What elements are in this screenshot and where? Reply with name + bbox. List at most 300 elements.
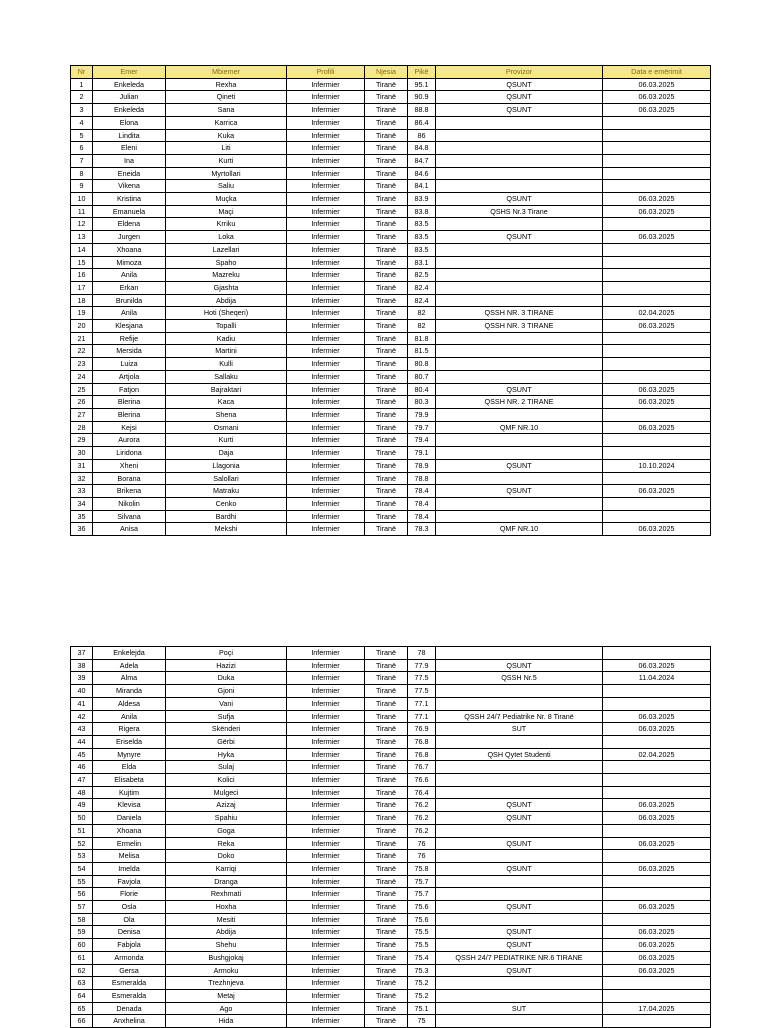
- cell-pike: 81.5: [408, 345, 436, 358]
- cell-nr: 7: [71, 154, 93, 167]
- table-row: [71, 167, 711, 180]
- table-row: [71, 761, 711, 774]
- cell-data-emerimit: 02.04.2025: [603, 748, 711, 761]
- cell-data-emerimit: [603, 697, 711, 710]
- cell-mbiemer: Hazizi: [166, 659, 287, 672]
- cell-emer: Nikolin: [93, 497, 166, 510]
- cell-provizor: QSUNT: [436, 812, 603, 825]
- cell-data-emerimit: 06.03.2025: [603, 862, 711, 875]
- cell-profili: Infermier: [287, 913, 365, 926]
- cell-emer: Anila: [93, 269, 166, 282]
- table-row: [71, 104, 711, 117]
- cell-nr: 37: [71, 647, 93, 660]
- cell-pike: 75.8: [408, 862, 436, 875]
- cell-njesia: Tiranë: [365, 1002, 408, 1015]
- cell-njesia: Tiranë: [365, 193, 408, 206]
- cell-emer: Silvana: [93, 510, 166, 523]
- table-row: [71, 510, 711, 523]
- cell-nr: 24: [71, 370, 93, 383]
- cell-provizor: QSUNT: [436, 939, 603, 952]
- cell-pike: 81.8: [408, 332, 436, 345]
- cell-profili: Infermier: [287, 281, 365, 294]
- table-row: [71, 269, 711, 282]
- cell-njesia: Tiranë: [365, 218, 408, 231]
- table-row: [71, 447, 711, 460]
- cell-mbiemer: Sufja: [166, 710, 287, 723]
- cell-mbiemer: Maçi: [166, 205, 287, 218]
- cell-emer: Luiza: [93, 358, 166, 371]
- cell-profili: Infermier: [287, 154, 365, 167]
- cell-emer: Erkan: [93, 281, 166, 294]
- cell-mbiemer: Osmani: [166, 421, 287, 434]
- cell-profili: Infermier: [287, 345, 365, 358]
- cell-provizor: SUT: [436, 1002, 603, 1015]
- cell-emer: Alma: [93, 672, 166, 685]
- cell-data-emerimit: 06.03.2025: [603, 812, 711, 825]
- cell-emer: Anila: [93, 710, 166, 723]
- cell-pike: 86: [408, 129, 436, 142]
- cell-mbiemer: Shena: [166, 408, 287, 421]
- table-row: [71, 78, 711, 91]
- cell-nr: 52: [71, 837, 93, 850]
- cell-pike: 76.8: [408, 735, 436, 748]
- cell-emer: Artjola: [93, 370, 166, 383]
- cell-provizor: [436, 142, 603, 155]
- cell-nr: 15: [71, 256, 93, 269]
- cell-profili: Infermier: [287, 875, 365, 888]
- cell-pike: 75.3: [408, 964, 436, 977]
- cell-profili: Infermier: [287, 294, 365, 307]
- cell-mbiemer: Dranga: [166, 875, 287, 888]
- cell-njesia: Tiranë: [365, 78, 408, 91]
- cell-provizor: [436, 332, 603, 345]
- table-row: [71, 485, 711, 498]
- cell-nr: 13: [71, 231, 93, 244]
- cell-provizor: QSUNT: [436, 964, 603, 977]
- cell-emer: Xhoana: [93, 824, 166, 837]
- cell-njesia: Tiranë: [365, 396, 408, 409]
- cell-pike: 76.2: [408, 812, 436, 825]
- cell-mbiemer: Topalli: [166, 320, 287, 333]
- cell-profili: Infermier: [287, 685, 365, 698]
- cell-data-emerimit: 06.03.2025: [603, 421, 711, 434]
- cell-emer: Julian: [93, 91, 166, 104]
- cell-data-emerimit: [603, 332, 711, 345]
- cell-nr: 42: [71, 710, 93, 723]
- table-row: [71, 116, 711, 129]
- cell-emer: Ermelin: [93, 837, 166, 850]
- cell-pike: 76.8: [408, 748, 436, 761]
- cell-nr: 54: [71, 862, 93, 875]
- cell-njesia: Tiranë: [365, 434, 408, 447]
- cell-njesia: Tiranë: [365, 383, 408, 396]
- cell-nr: 55: [71, 875, 93, 888]
- cell-data-emerimit: 06.03.2025: [603, 91, 711, 104]
- cell-pike: 75.1: [408, 1002, 436, 1015]
- cell-mbiemer: Llagonia: [166, 459, 287, 472]
- cell-njesia: Tiranë: [365, 774, 408, 787]
- cell-njesia: Tiranë: [365, 116, 408, 129]
- cell-njesia: Tiranë: [365, 723, 408, 736]
- cell-profili: Infermier: [287, 824, 365, 837]
- cell-mbiemer: Doko: [166, 850, 287, 863]
- table-row: [71, 231, 711, 244]
- cell-mbiemer: Hoxha: [166, 901, 287, 914]
- cell-mbiemer: Sulaj: [166, 761, 287, 774]
- cell-data-emerimit: [603, 977, 711, 990]
- cell-data-emerimit: [603, 647, 711, 660]
- cell-nr: 4: [71, 116, 93, 129]
- table-body-page-2: [71, 647, 711, 1028]
- cell-provizor: [436, 408, 603, 421]
- cell-nr: 19: [71, 307, 93, 320]
- cell-provizor: [436, 370, 603, 383]
- cell-njesia: Tiranë: [365, 485, 408, 498]
- cell-emer: Kristina: [93, 193, 166, 206]
- cell-pike: 75.2: [408, 977, 436, 990]
- cell-data-emerimit: [603, 434, 711, 447]
- cell-njesia: Tiranë: [365, 269, 408, 282]
- cell-provizor: QSSH Nr.5: [436, 672, 603, 685]
- cell-data-emerimit: [603, 180, 711, 193]
- cell-njesia: Tiranë: [365, 1015, 408, 1028]
- cell-provizor: QSUNT: [436, 459, 603, 472]
- table-row: [71, 459, 711, 472]
- cell-njesia: Tiranë: [365, 307, 408, 320]
- cell-mbiemer: Rexha: [166, 78, 287, 91]
- header-pike: Pikë: [408, 66, 436, 79]
- cell-profili: Infermier: [287, 332, 365, 345]
- cell-provizor: [436, 358, 603, 371]
- cell-nr: 60: [71, 939, 93, 952]
- cell-data-emerimit: 06.03.2025: [603, 320, 711, 333]
- cell-emer: Mynyre: [93, 748, 166, 761]
- cell-mbiemer: Bajraktari: [166, 383, 287, 396]
- cell-profili: Infermier: [287, 951, 365, 964]
- cell-mbiemer: Gërbi: [166, 735, 287, 748]
- cell-provizor: [436, 281, 603, 294]
- table-row: [71, 129, 711, 142]
- cell-nr: 47: [71, 774, 93, 787]
- cell-nr: 20: [71, 320, 93, 333]
- cell-emer: Esmeralda: [93, 977, 166, 990]
- cell-njesia: Tiranë: [365, 685, 408, 698]
- cell-emer: Ola: [93, 913, 166, 926]
- cell-emer: Enkelejda: [93, 647, 166, 660]
- table-row: [71, 964, 711, 977]
- cell-njesia: Tiranë: [365, 901, 408, 914]
- cell-emer: Refije: [93, 332, 166, 345]
- cell-provizor: QSSH NR. 3 TIRANE: [436, 320, 603, 333]
- cell-emer: Xheni: [93, 459, 166, 472]
- table-row: [71, 243, 711, 256]
- cell-provizor: QSHS Nr.3 Tirane: [436, 205, 603, 218]
- cell-data-emerimit: [603, 1015, 711, 1028]
- cell-data-emerimit: 06.03.2025: [603, 723, 711, 736]
- cell-emer: Brunilda: [93, 294, 166, 307]
- cell-njesia: Tiranë: [365, 837, 408, 850]
- cell-nr: 28: [71, 421, 93, 434]
- cell-profili: Infermier: [287, 761, 365, 774]
- table-row: [71, 396, 711, 409]
- cell-provizor: QSUNT: [436, 659, 603, 672]
- cell-mbiemer: Hyka: [166, 748, 287, 761]
- cell-nr: 32: [71, 472, 93, 485]
- table-row: [71, 989, 711, 1002]
- cell-profili: Infermier: [287, 370, 365, 383]
- cell-emer: Rigera: [93, 723, 166, 736]
- cell-profili: Infermier: [287, 1015, 365, 1028]
- cell-njesia: Tiranë: [365, 850, 408, 863]
- table-row: [71, 951, 711, 964]
- cell-emer: Elisabeta: [93, 774, 166, 787]
- table-row: [71, 180, 711, 193]
- cell-pike: 80.4: [408, 383, 436, 396]
- cell-mbiemer: Azizaj: [166, 799, 287, 812]
- cell-emer: Xhoana: [93, 243, 166, 256]
- cell-pike: 82: [408, 320, 436, 333]
- cell-nr: 66: [71, 1015, 93, 1028]
- cell-profili: Infermier: [287, 180, 365, 193]
- cell-emer: Mimoza: [93, 256, 166, 269]
- cell-data-emerimit: [603, 774, 711, 787]
- cell-mbiemer: Mesiti: [166, 913, 287, 926]
- cell-data-emerimit: 06.03.2025: [603, 396, 711, 409]
- cell-provizor: [436, 774, 603, 787]
- cell-njesia: Tiranë: [365, 459, 408, 472]
- cell-emer: Florie: [93, 888, 166, 901]
- table-row: [71, 142, 711, 155]
- cell-profili: Infermier: [287, 748, 365, 761]
- cell-pike: 78.4: [408, 497, 436, 510]
- cell-nr: 65: [71, 1002, 93, 1015]
- table-row: [71, 358, 711, 371]
- cell-pike: 83.5: [408, 231, 436, 244]
- cell-emer: Miranda: [93, 685, 166, 698]
- cell-njesia: Tiranë: [365, 697, 408, 710]
- table-row: [71, 977, 711, 990]
- cell-provizor: [436, 888, 603, 901]
- cell-pike: 78.9: [408, 459, 436, 472]
- cell-provizor: QSUNT: [436, 926, 603, 939]
- cell-emer: Fabjola: [93, 939, 166, 952]
- cell-provizor: QSUNT: [436, 78, 603, 91]
- cell-njesia: Tiranë: [365, 256, 408, 269]
- cell-data-emerimit: [603, 685, 711, 698]
- cell-njesia: Tiranë: [365, 926, 408, 939]
- cell-nr: 41: [71, 697, 93, 710]
- table-row: [71, 1002, 711, 1015]
- table-row: [71, 875, 711, 888]
- cell-data-emerimit: [603, 370, 711, 383]
- cell-profili: Infermier: [287, 862, 365, 875]
- cell-profili: Infermier: [287, 710, 365, 723]
- cell-profili: Infermier: [287, 850, 365, 863]
- cell-emer: Denada: [93, 1002, 166, 1015]
- cell-provizor: [436, 850, 603, 863]
- table-row: [71, 408, 711, 421]
- cell-mbiemer: Daja: [166, 447, 287, 460]
- cell-emer: Elda: [93, 761, 166, 774]
- table-row: [71, 332, 711, 345]
- cell-pike: 84.1: [408, 180, 436, 193]
- cell-emer: Melisa: [93, 850, 166, 863]
- cell-nr: 16: [71, 269, 93, 282]
- cell-profili: Infermier: [287, 193, 365, 206]
- cell-data-emerimit: [603, 888, 711, 901]
- cell-data-emerimit: 02.04.2025: [603, 307, 711, 320]
- cell-pike: 80.7: [408, 370, 436, 383]
- cell-data-emerimit: [603, 735, 711, 748]
- cell-pike: 84.6: [408, 167, 436, 180]
- cell-mbiemer: Loka: [166, 231, 287, 244]
- cell-profili: Infermier: [287, 129, 365, 142]
- cell-provizor: QSUNT: [436, 799, 603, 812]
- cell-njesia: Tiranë: [365, 799, 408, 812]
- cell-provizor: [436, 510, 603, 523]
- cell-data-emerimit: [603, 243, 711, 256]
- table-row: [71, 824, 711, 837]
- cell-njesia: Tiranë: [365, 205, 408, 218]
- cell-njesia: Tiranë: [365, 358, 408, 371]
- cell-provizor: QSUNT: [436, 383, 603, 396]
- cell-njesia: Tiranë: [365, 91, 408, 104]
- cell-pike: 79.7: [408, 421, 436, 434]
- cell-profili: Infermier: [287, 218, 365, 231]
- cell-profili: Infermier: [287, 269, 365, 282]
- cell-nr: 34: [71, 497, 93, 510]
- cell-data-emerimit: 17.04.2025: [603, 1002, 711, 1015]
- cell-nr: 26: [71, 396, 93, 409]
- cell-profili: Infermier: [287, 167, 365, 180]
- cell-profili: Infermier: [287, 205, 365, 218]
- cell-profili: Infermier: [287, 497, 365, 510]
- cell-data-emerimit: 06.03.2025: [603, 485, 711, 498]
- cell-emer: Eldena: [93, 218, 166, 231]
- cell-mbiemer: Poçi: [166, 647, 287, 660]
- cell-njesia: Tiranë: [365, 786, 408, 799]
- cell-nr: 5: [71, 129, 93, 142]
- cell-mbiemer: Goga: [166, 824, 287, 837]
- cell-pike: 77.1: [408, 710, 436, 723]
- cell-nr: 43: [71, 723, 93, 736]
- cell-mbiemer: Hoti (Sheqeri): [166, 307, 287, 320]
- cell-mbiemer: Trezhnjeva: [166, 977, 287, 990]
- cell-pike: 77.5: [408, 685, 436, 698]
- cell-nr: 12: [71, 218, 93, 231]
- cell-mbiemer: Cenko: [166, 497, 287, 510]
- cell-provizor: QSUNT: [436, 231, 603, 244]
- table-row: [71, 723, 711, 736]
- cell-njesia: Tiranë: [365, 345, 408, 358]
- cell-profili: Infermier: [287, 78, 365, 91]
- cell-njesia: Tiranë: [365, 761, 408, 774]
- table-row: [71, 659, 711, 672]
- cell-njesia: Tiranë: [365, 523, 408, 536]
- cell-data-emerimit: 06.03.2025: [603, 710, 711, 723]
- cell-pike: 76.4: [408, 786, 436, 799]
- cell-profili: Infermier: [287, 989, 365, 1002]
- header-emer: Emer: [93, 66, 166, 79]
- cell-pike: 79.4: [408, 434, 436, 447]
- cell-pike: 77.5: [408, 672, 436, 685]
- cell-nr: 27: [71, 408, 93, 421]
- cell-emer: Aurora: [93, 434, 166, 447]
- cell-provizor: QSUNT: [436, 901, 603, 914]
- table-row: [71, 901, 711, 914]
- table-row: [71, 939, 711, 952]
- cell-profili: Infermier: [287, 786, 365, 799]
- cell-profili: Infermier: [287, 510, 365, 523]
- cell-nr: 45: [71, 748, 93, 761]
- cell-njesia: Tiranë: [365, 281, 408, 294]
- cell-profili: Infermier: [287, 672, 365, 685]
- table-row: [71, 523, 711, 536]
- cell-njesia: Tiranë: [365, 497, 408, 510]
- cell-pike: 75.5: [408, 939, 436, 952]
- cell-nr: 40: [71, 685, 93, 698]
- cell-data-emerimit: [603, 786, 711, 799]
- cell-mbiemer: Gjoni: [166, 685, 287, 698]
- cell-nr: 3: [71, 104, 93, 117]
- cell-pike: 83.1: [408, 256, 436, 269]
- cell-provizor: QMF NR.10: [436, 523, 603, 536]
- cell-nr: 29: [71, 434, 93, 447]
- cell-profili: Infermier: [287, 231, 365, 244]
- cell-data-emerimit: 06.03.2025: [603, 383, 711, 396]
- cell-mbiemer: Rexhmati: [166, 888, 287, 901]
- cell-provizor: [436, 294, 603, 307]
- cell-provizor: SUT: [436, 723, 603, 736]
- table-row: [71, 799, 711, 812]
- cell-data-emerimit: [603, 154, 711, 167]
- cell-nr: 11: [71, 205, 93, 218]
- cell-nr: 61: [71, 951, 93, 964]
- cell-provizor: [436, 243, 603, 256]
- cell-provizor: [436, 977, 603, 990]
- cell-profili: Infermier: [287, 320, 365, 333]
- cell-nr: 44: [71, 735, 93, 748]
- cell-nr: 46: [71, 761, 93, 774]
- cell-emer: Favjola: [93, 875, 166, 888]
- cell-mbiemer: Mulgeci: [166, 786, 287, 799]
- cell-emer: Gersa: [93, 964, 166, 977]
- cell-mbiemer: Kurti: [166, 434, 287, 447]
- cell-nr: 62: [71, 964, 93, 977]
- cell-profili: Infermier: [287, 485, 365, 498]
- cell-provizor: QSUNT: [436, 837, 603, 850]
- cell-data-emerimit: 06.03.2025: [603, 205, 711, 218]
- table-row: [71, 786, 711, 799]
- cell-pike: 82.4: [408, 294, 436, 307]
- cell-mbiemer: Karrica: [166, 116, 287, 129]
- cell-njesia: Tiranë: [365, 231, 408, 244]
- cell-pike: 76.2: [408, 824, 436, 837]
- cell-nr: 56: [71, 888, 93, 901]
- cell-data-emerimit: [603, 824, 711, 837]
- cell-emer: Armonda: [93, 951, 166, 964]
- cell-pike: 75.7: [408, 875, 436, 888]
- cell-mbiemer: Shehu: [166, 939, 287, 952]
- cell-provizor: QSUNT: [436, 485, 603, 498]
- cell-emer: Esmeralda: [93, 989, 166, 1002]
- cell-mbiemer: Abdija: [166, 294, 287, 307]
- table-row: [71, 193, 711, 206]
- cell-provizor: QSSH 24/7 PEDIATRIKE NR.6 TIRANE: [436, 951, 603, 964]
- cell-pike: 86.4: [408, 116, 436, 129]
- cell-mbiemer: Bushgjokaj: [166, 951, 287, 964]
- cell-profili: Infermier: [287, 142, 365, 155]
